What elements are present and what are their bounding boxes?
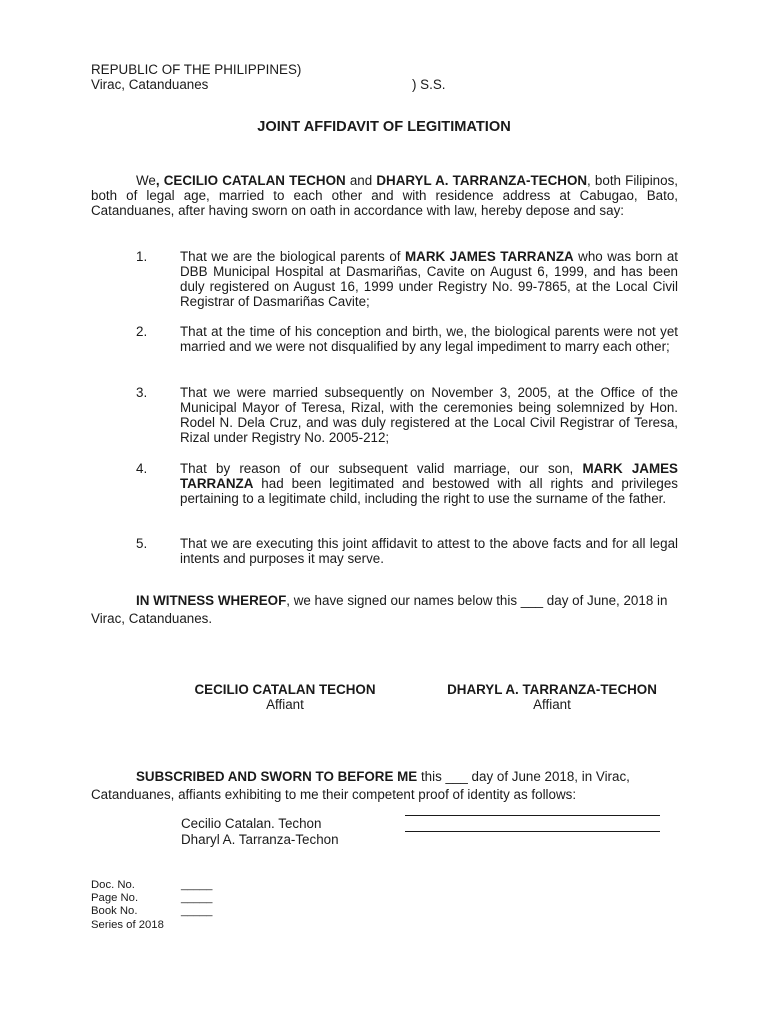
signature-block-affiant1 — [150, 682, 420, 712]
item-text-pre: That we are executing this joint affidavit to attest to the above facts and for all legal intents and purposes it may serve. — [180, 536, 678, 566]
series-row — [91, 919, 164, 932]
id-row — [181, 832, 339, 847]
venue-ss: ) S.S. — [412, 77, 446, 92]
signatory-role: Affiant — [533, 697, 571, 712]
book-no-label: Book No. — [91, 905, 138, 918]
affiant1-name: , CECILIO CATALAN TECHON — [155, 173, 346, 188]
item-text-post: who was born at DBB Municipal Hospital at Dasmariñas, Cavite on August 6, 1999, and has been duly registered on August 16, 1999 under Registry No. 99-7865, at the Local Civil Registrar of Dasmariñas Cavite; — [180, 249, 678, 309]
document-title: JOINT AFFIDAVIT OF LEGITIMATION — [257, 119, 511, 135]
witness-heading: IN WITNESS WHEREOF — [136, 593, 287, 608]
item-number: 5. — [136, 536, 148, 551]
venue-city: Virac, Catanduanes — [91, 77, 209, 92]
list-item — [91, 461, 678, 506]
item-text — [180, 385, 678, 445]
witness-text: , we have signed our names below this ___ day of June, 2018 in Virac, Catanduanes. — [91, 593, 668, 626]
intro-and: and — [345, 173, 377, 188]
signatory-name: CECILIO CATALAN TECHON — [194, 682, 376, 697]
item-number: 3. — [136, 385, 148, 400]
item-number: 4. — [136, 461, 148, 476]
child-name: MARK JAMES TARRANZA — [180, 461, 678, 491]
signatory-role: Affiant — [266, 697, 304, 712]
doc-no-row — [91, 879, 213, 892]
id-name: Dharyl A. Tarranza-Techon — [181, 832, 339, 847]
id-name: Cecilio Catalan. Techon — [181, 816, 322, 831]
page-no-row — [91, 892, 213, 905]
jurat-text: this ___ day of June 2018, in Virac, Catanduanes, affiants exhibiting to me their competent proof of identity as follows: — [91, 769, 630, 802]
jurat-heading: SUBSCRIBED AND SWORN TO BEFORE ME — [136, 769, 418, 784]
list-item — [91, 536, 678, 566]
item-text — [180, 249, 678, 309]
item-text-pre: That by reason of our subsequent valid marriage, our son, — [180, 461, 583, 476]
item-text-pre: That we were married subsequently on November 3, 2005, at the Office of the Municipal Mayor of Teresa, Rizal, with the ceremonies being solemnized by Hon. Rodel N. Dela Cruz, and was duly registered at the Local Civil Registrar of Teresa, Rizal under Registry No. 2005-212; — [180, 385, 678, 445]
id-row — [181, 816, 321, 831]
venue-country: REPUBLIC OF THE PHILIPPINES) — [91, 62, 302, 77]
list-item — [91, 324, 678, 354]
item-text — [180, 324, 678, 354]
signature-block-affiant2 — [412, 682, 692, 712]
item-text — [180, 461, 678, 506]
item-number: 1. — [136, 249, 148, 264]
item-text-post: had been legitimated and bestowed with all rights and privileges pertaining to a legitimate child, including the right to use the surname of the father. — [180, 476, 678, 506]
jurat-paragraph — [91, 768, 678, 804]
id-blank-line — [405, 831, 660, 832]
book-no-row — [91, 905, 213, 918]
item-text-pre: That we are the biological parents of — [180, 249, 405, 264]
item-text-pre: That at the time of his conception and birth, we, the biological parents were not yet married and we were not disqualified by any legal impediment to marry each other; — [180, 324, 678, 354]
venue-block — [91, 62, 446, 92]
intro-rest: , both Filipinos, both of legal age, married to each other and with residence address at Cabugao, Bato, Catanduanes, after having sworn on oath in accordance with law, hereby depose and say: — [91, 173, 678, 218]
affiant2-name: DHARYL A. TARRANZA-TECHON — [376, 173, 588, 188]
page-no-label: Page No. — [91, 892, 139, 905]
item-number: 2. — [136, 324, 148, 339]
child-name: MARK JAMES TARRANZA — [405, 249, 574, 264]
list-item — [91, 249, 678, 309]
series-label: Series of 2018 — [91, 918, 164, 931]
signatory-name: DHARYL A. TARRANZA-TECHON — [447, 682, 657, 697]
intro-paragraph — [91, 173, 678, 218]
page-no-blank: _____ — [181, 892, 213, 905]
doc-no-blank: _____ — [181, 879, 213, 891]
witness-paragraph — [91, 592, 678, 628]
id-blank-line — [405, 815, 660, 816]
item-text — [180, 536, 678, 566]
intro-we: We — [136, 173, 156, 188]
list-item — [91, 385, 678, 445]
notarial-register — [91, 879, 213, 932]
doc-no-label: Doc. No. — [91, 879, 135, 891]
book-no-blank: _____ — [181, 905, 213, 918]
